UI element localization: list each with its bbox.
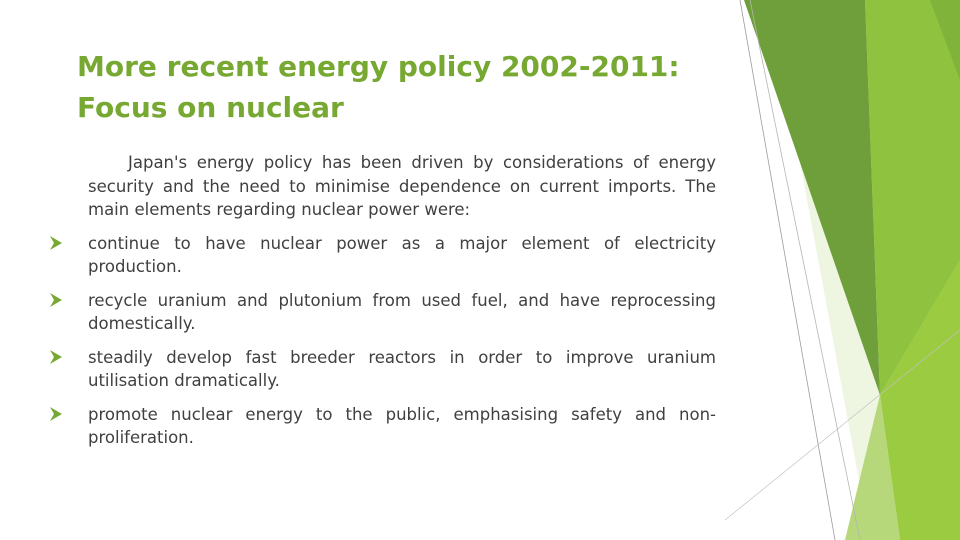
bullet-list <box>88 232 716 450</box>
bullet-text: promote nuclear energy to the public, emphasising safety and non-proliferation. <box>88 404 716 447</box>
slide-title-line-1: More recent energy policy 2002-2011: <box>77 50 680 83</box>
bullet-item <box>88 403 716 450</box>
bullet-item <box>88 346 716 393</box>
bullet-item <box>88 289 716 336</box>
diamond-arrow-icon <box>48 236 62 250</box>
bullet-text: continue to have nuclear power as a major element of electricity production. <box>88 233 716 276</box>
slide-body <box>88 151 716 450</box>
slide-title-line-2: Focus on nuclear <box>77 91 344 124</box>
slide-title <box>77 46 737 128</box>
bullet-text: recycle uranium and plutonium from used fuel, and have reprocessing domestically. <box>88 290 716 333</box>
diamond-arrow-icon <box>48 293 62 307</box>
bullet-text: steadily develop fast breeder reactors in order to improve uranium utilisation dramatically. <box>88 347 716 390</box>
intro-paragraph: Japan's energy policy has been driven by considerations of energy security and the need to minimise dependence on current imports. The main elements regarding nuclear power were: <box>88 153 716 219</box>
diamond-arrow-icon <box>48 350 62 364</box>
diamond-arrow-icon <box>48 407 62 421</box>
bullet-item <box>88 232 716 279</box>
